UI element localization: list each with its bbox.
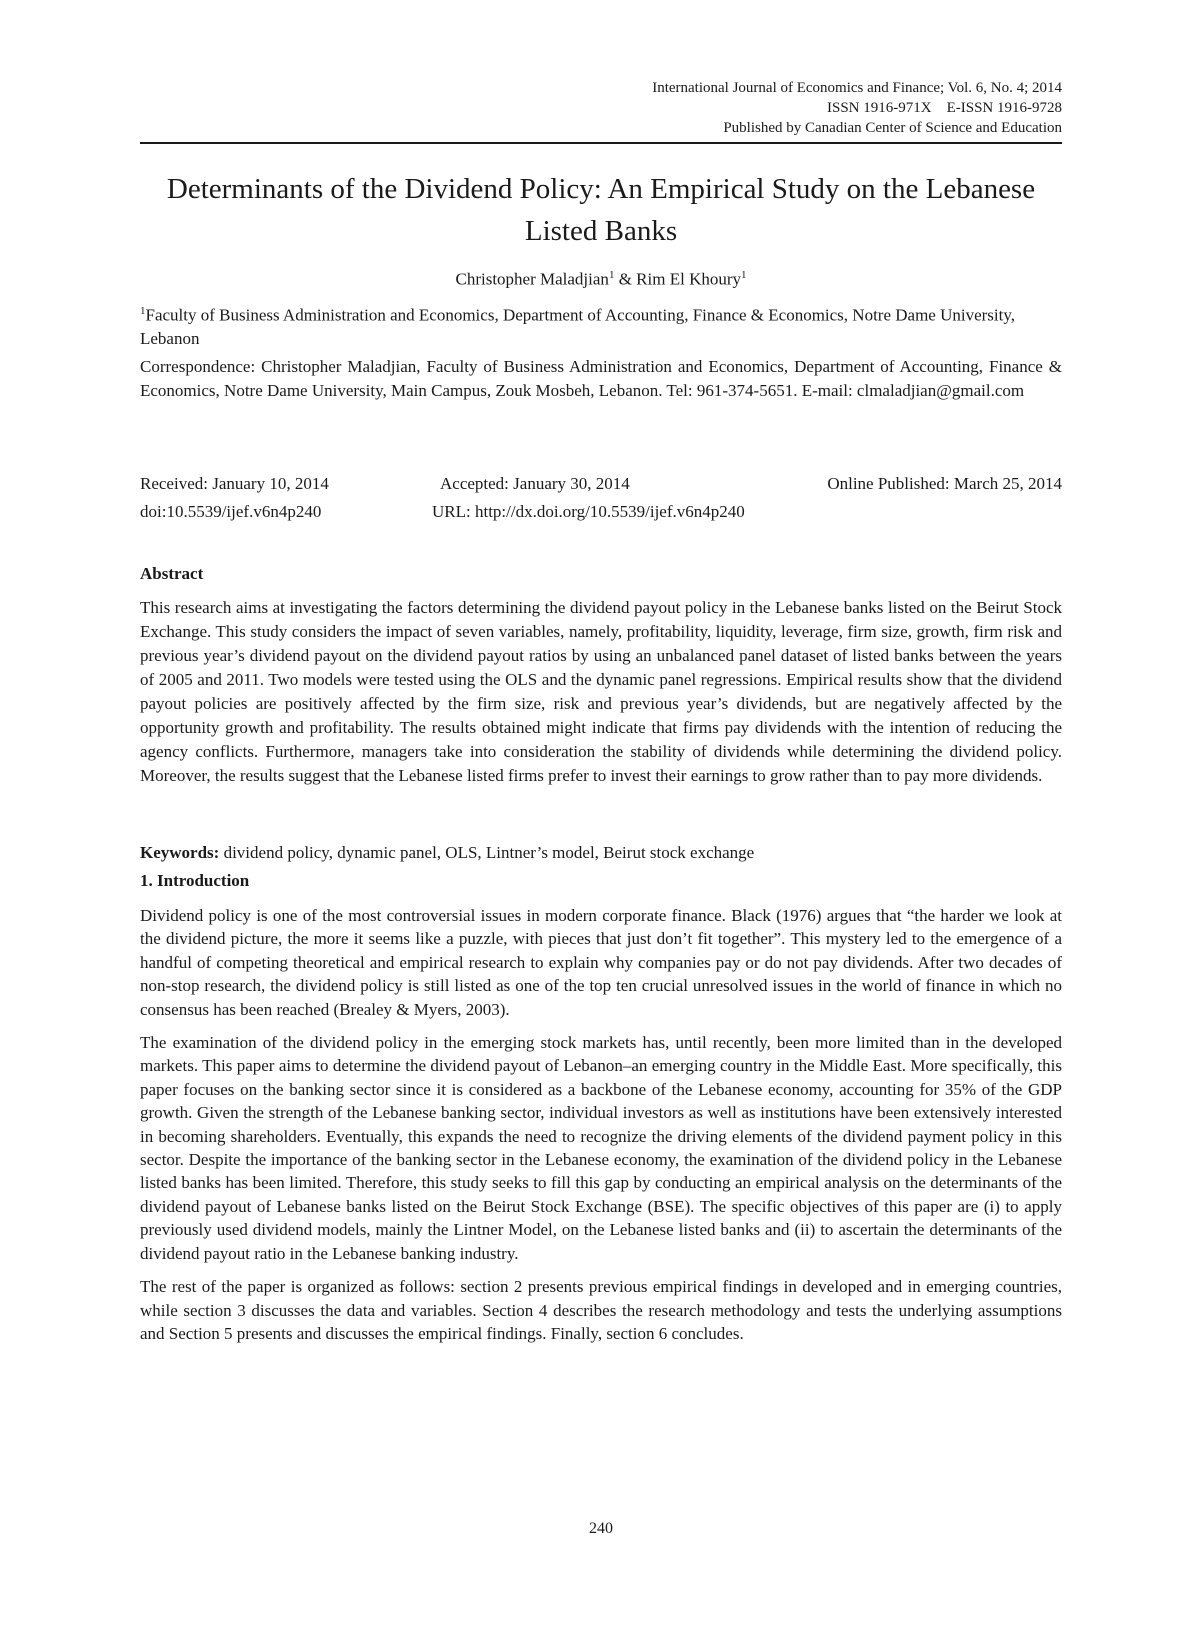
journal-header [652,78,1062,138]
affiliation-text: Faculty of Business Administration and Economics, Department of Accounting, Finance & Economics, Notre Dame University, Lebanon [140,305,1016,348]
affiliation-mark: 1 [140,305,146,317]
paper-title: Determinants of the Dividend Policy: An Empirical Study on the Lebanese Listed Banks [166,173,1036,247]
paragraph: The examination of the dividend policy in the emerging stock markets has, until recently, been more limited than in the developed markets. This paper aims to determine the dividend payout of Lebanon–an emerging country in the Middle East. More specifically, this paper focuses on the banking sector since it is considered as a backbone of the Lebanese economy, accounting for 35% of the GDP growth. Given the strength of the Lebanese banking sector, individual investors as well as institutions have been extensively interested in becoming shareholders. Eventually, this expands the need to recognize the driving elements of the dividend payment policy in this sector. Despite the importance of the banking sector in the Lebanese economy, the examination of the dividend policy in the Lebanese listed banks has been limited. Therefore, this study seeks to fill this gap by conducting an empirical analysis on the determinants of the dividend payout of Lebanese banks listed on the Beirut Stock Exchange (BSE). The specific objectives of this paper are (i) to apply previously used dividend models, mainly the Lintner Model, on the Lebanese listed banks and (ii) to ascertain the determinants of the dividend payout ratio in the Lebanese banking industry. [140,1033,1062,1263]
received-date: Received: January 10, 2014 [140,474,329,493]
introduction-body [140,904,1062,1355]
paragraph: The rest of the paper is organized as follows: section 2 presents previous empirical findings in developed and in emerging countries, while section 3 discusses the data and variables. Section 4 describes the research methodology and tests the underlying assumptions and Section 5 presents and discusses the empirical findings. Finally, section 6 concludes. [140,1277,1062,1343]
affiliation [140,300,1062,350]
keywords [140,841,1062,865]
publisher-line: Published by Canadian Center of Science and Education [723,120,1062,136]
header-rule [140,142,1062,144]
author-name: Christopher Maladjian [455,269,609,289]
author-name: Rim El Khoury [636,269,742,289]
journal-citation: International Journal of Economics and Finance; Vol. 6, No. 4; 2014 [652,80,1062,96]
abstract-body: This research aims at investigating the factors determining the dividend payout policy in the Lebanese banks listed on the Beirut Stock Exchange. This study considers the impact of seven variables, namely, profitability, liquidity, leverage, firm size, growth, firm risk and previous year’s dividend payout on the dividend payout ratios by using an unbalanced panel dataset of listed banks between the years of 2005 and 2011. Two models were tested using the OLS and the dynamic panel regressions. Empirical results show that the dividend payout policies are positively affected by the firm size, risk and previous year’s dividends, but are negatively affected by the opportunity growth and profitability. The results obtained might indicate that firms pay dividends with the intention of reducing the agency conflicts. Furthermore, managers take into consideration the stability of dividends while determining the dividend policy. Moreover, the results suggest that the Lebanese listed firms prefer to invest their earnings to grow rather than to pay more dividends. [140,598,1062,785]
correspondence: Correspondence: Christopher Maladjian, Faculty of Business Administration and Economics, Department of Accounting, Finance & Economics, Notre Dame University, Main Campus, Zouk Mosbeh, Lebanon. Tel: 961-374-5651. E-mail: clmaladjian@gmail.com [140,357,1062,400]
keywords-text: dividend policy, dynamic panel, OLS, Lintner’s model, Beirut stock exchange [219,843,755,862]
doi: doi:10.5539/ijef.v6n4p240 [140,502,322,521]
url-link[interactable]: URL: http://dx.doi.org/10.5539/ijef.v6n4p240 [432,502,745,521]
author-separator: & [614,269,637,289]
author-line [140,264,1062,291]
online-published-date: Online Published: March 25, 2014 [827,474,1062,493]
page-number: 240 [589,1520,613,1537]
abstract-heading: Abstract [140,564,204,583]
paragraph: Dividend policy is one of the most controversial issues in modern corporate finance. Black (1976) argues that “the harder we look at the dividend picture, the more it seems like a puzzle, with pieces that just don’t fit together”. This mystery led to the emergence of a handful of competing theoretical and empirical research to explain why companies pay or do not pay dividends. After two decades of non-stop research, the dividend policy is still listed as one of the top ten crucial unresolved issues in the world of finance in which no consensus has been reached (Brealey & Myers, 2003). [140,906,1062,1019]
author-affiliation-mark: 1 [608,269,615,281]
keywords-label: Keywords: [140,843,220,862]
publication-info [140,470,1062,526]
section-heading-introduction: 1. Introduction [140,871,250,890]
accepted-date: Accepted: January 30, 2014 [440,474,630,493]
author-affiliation-mark: 1 [741,269,747,281]
issn-line: ISSN 1916-971X E-ISSN 1916-9728 [826,100,1062,116]
